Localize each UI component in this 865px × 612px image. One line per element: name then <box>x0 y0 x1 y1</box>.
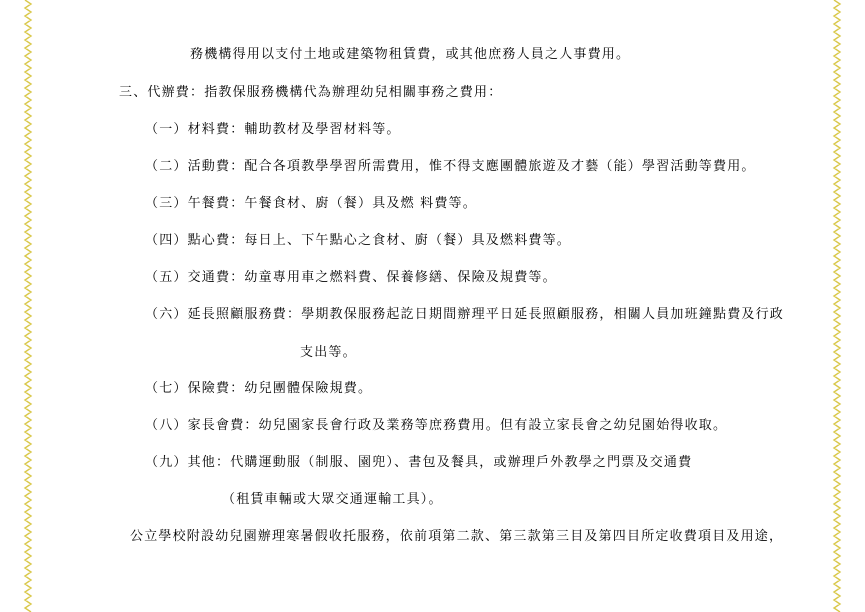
list-item-4: （四）點心費：每日上、下午點心之食材、廚（餐）具及燃料費等。 <box>145 233 572 248</box>
right-decorative-border <box>832 0 842 612</box>
list-item-2: （二）活動費：配合各項教學學習所需費用，惟不得支應團體旅遊及才藝（能）學習活動等費用。 <box>145 159 756 174</box>
list-item-8: （八）家長會費：幼兒園家長會行政及業務等庶務費用。但有設立家長會之幼兒園始得收取。 <box>145 418 728 433</box>
list-item-9-continued: （租賃車輛或大眾交通運輸工具）。 <box>222 492 443 507</box>
left-decorative-border <box>23 0 33 612</box>
zigzag-border-icon <box>832 0 842 612</box>
zigzag-border-icon <box>23 0 33 612</box>
list-item-9: （九）其他：代購運動服（制服、園兜）、書包及餐具，或辦理戶外教學之門票及交通費 <box>145 455 693 470</box>
list-item-7: （七）保險費：幼兒團體保險規費。 <box>145 381 373 396</box>
list-item-3: （三）午餐費：午餐食材、廚（餐）具及燃 料費等。 <box>145 196 477 211</box>
list-item-6-continued: 支出等。 <box>300 345 357 360</box>
section-heading-3: 三、代辦費：指教保服務機構代為辦理幼兒相關事務之費用： <box>119 85 503 100</box>
list-item-1: （一）材料費：輔助教材及學習材料等。 <box>145 122 401 137</box>
list-item-6: （六）延長照顧服務費：學期教保服務起訖日期間辦理平日延長照顧服務，相關人員加班鐘點費及行政 <box>145 307 785 322</box>
text-line-1: 務機構得用以支付土地或建築物租賃費，或其他庶務人員之人事費用。 <box>190 47 631 62</box>
list-item-5: （五）交通費：幼童專用車之燃料費、保養修繕、保險及規費等。 <box>145 270 557 285</box>
paragraph-text: 公立學校附設幼兒園辦理寒暑假收托服務，依前項第二款、第三款第三目及第四目所定收費項目及用途， <box>130 529 784 544</box>
